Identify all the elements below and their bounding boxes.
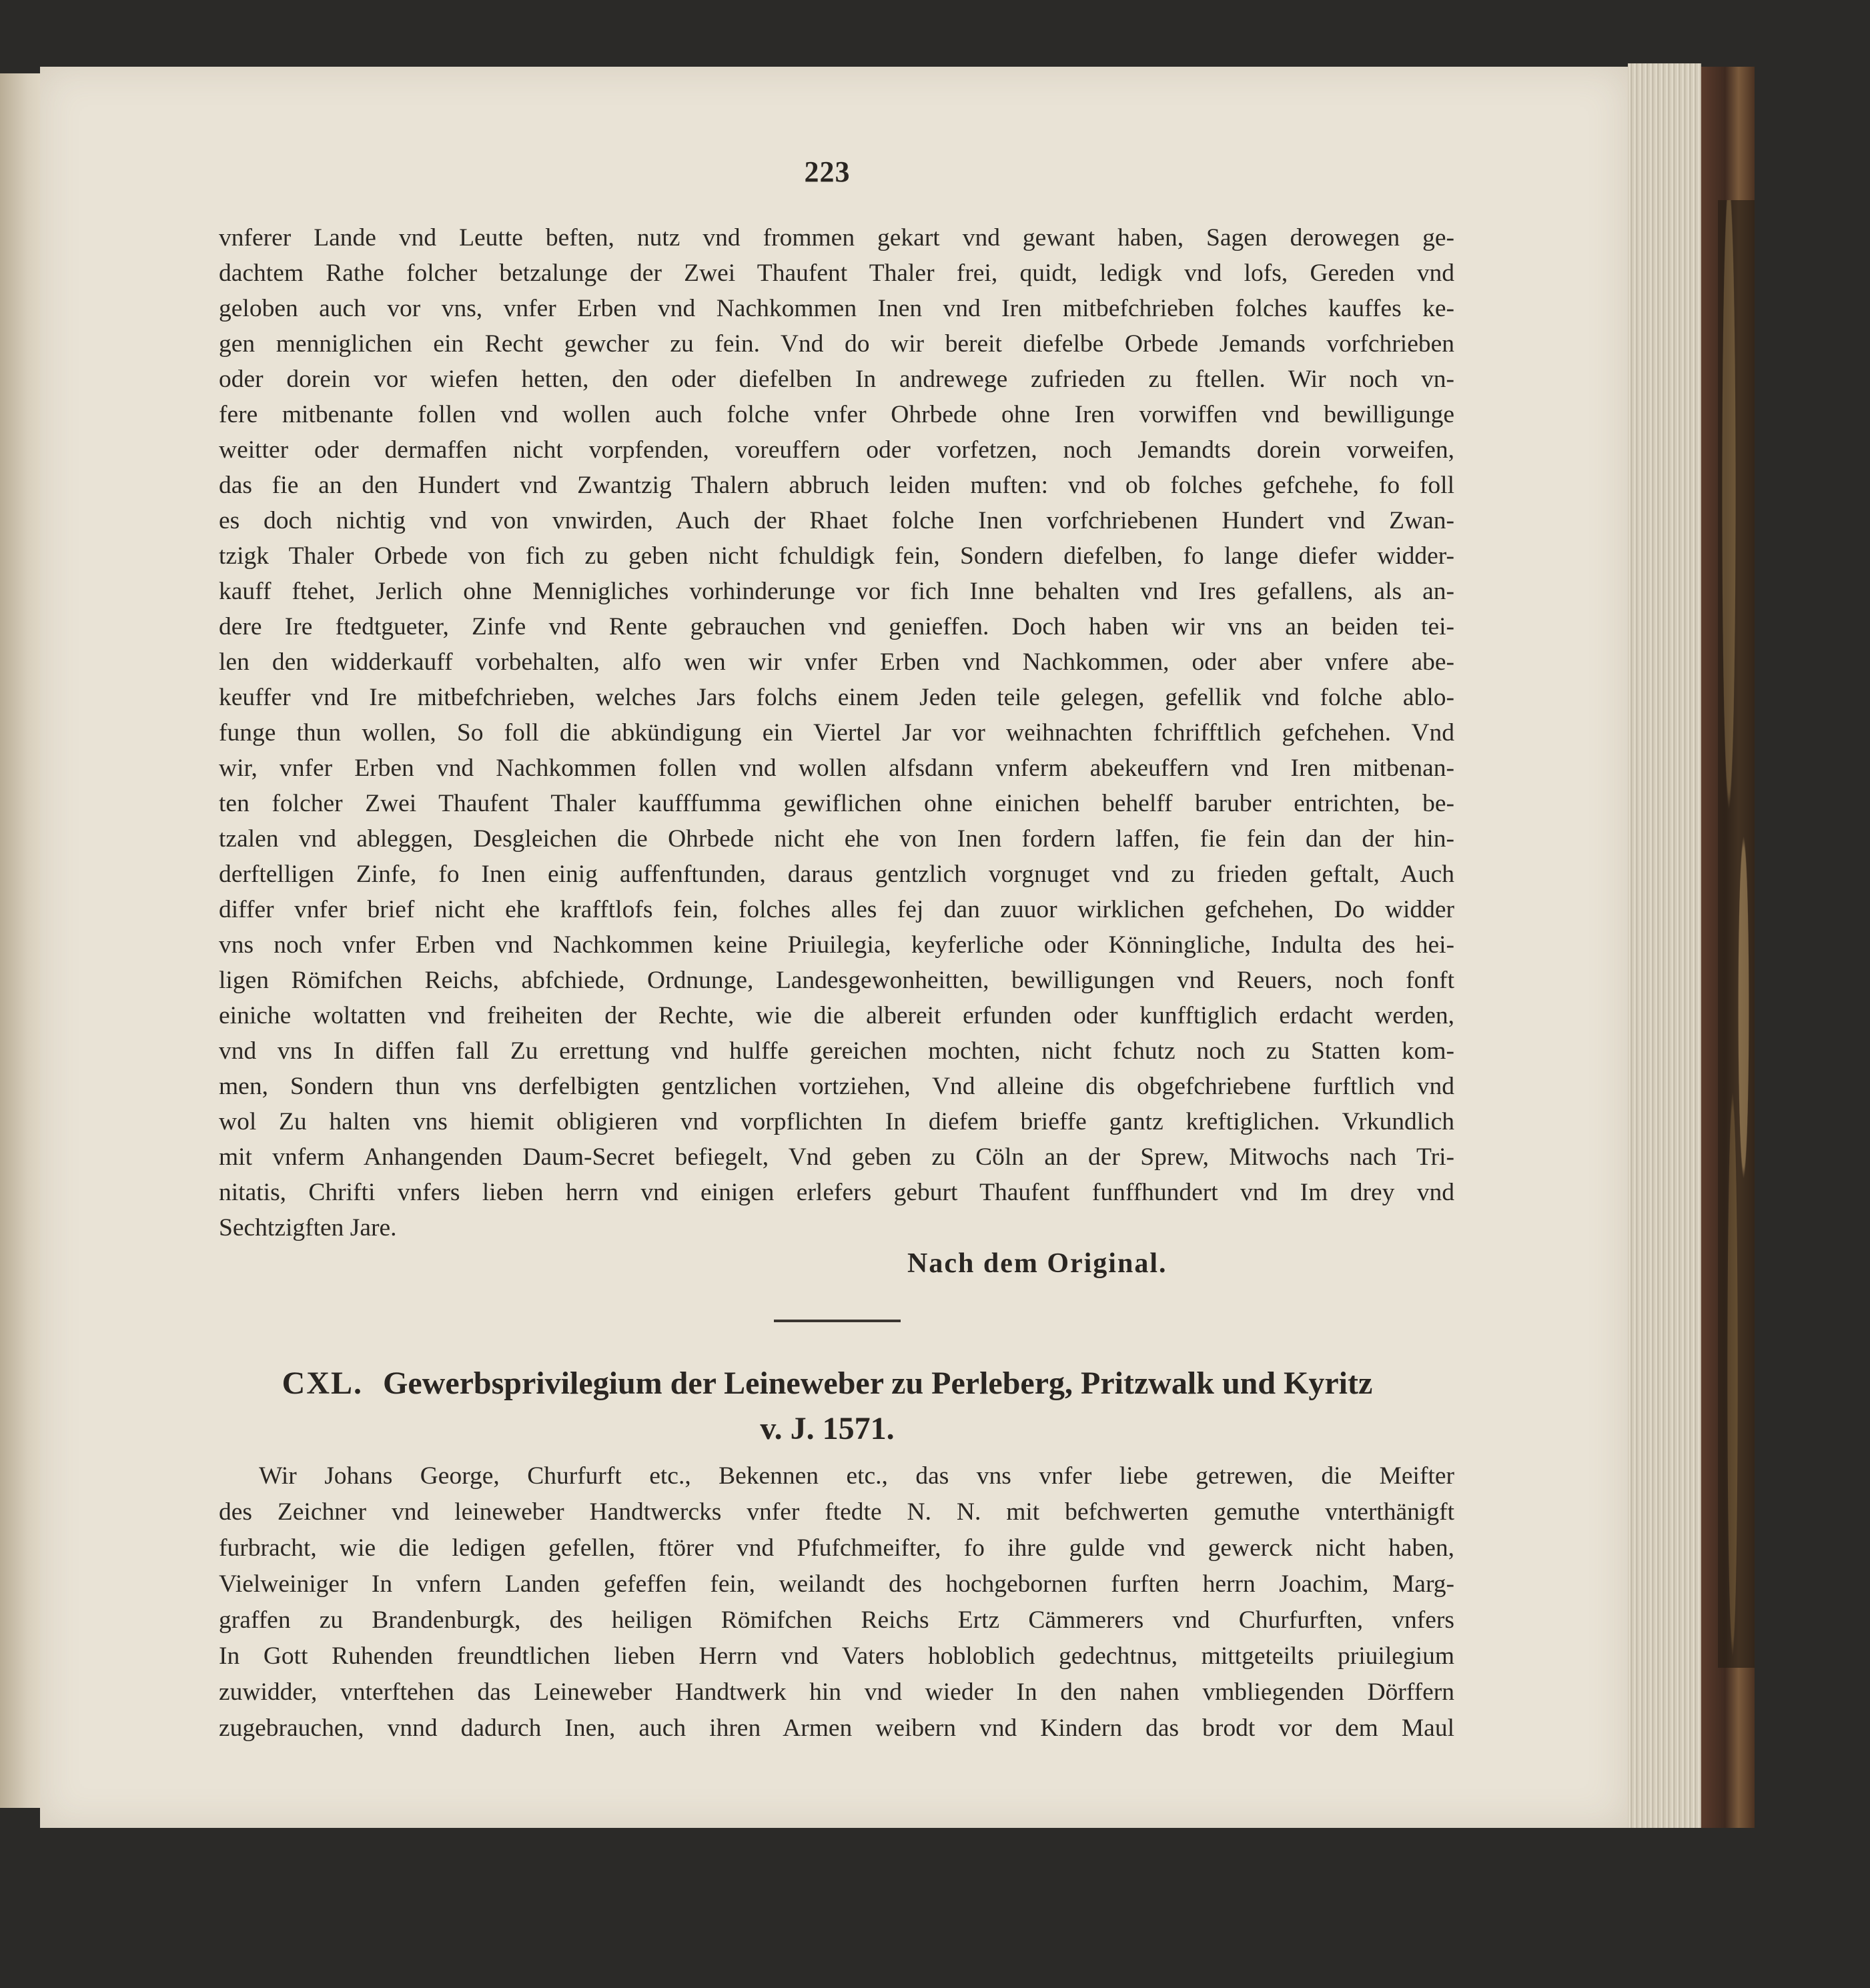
text-line: keuffer vnd Ire mitbefchrieben, welches Jars folchs einem Jeden teile gelegen, gefellik vnd folche ablo- xyxy=(219,684,1454,711)
text-line: derftelligen Zinfe, fo Inen einig auffenftunden, daraus gentzlich vorgnuget vnd zu frieden geftalt, Auch xyxy=(219,861,1454,888)
text-line: dere Ire ftedtgueter, Zinfe vnd Rente gebrauchen vnd genieffen. Doch haben wir vns an beiden tei- xyxy=(219,613,1454,640)
section-number: CXL. xyxy=(282,1366,364,1401)
text-line: men, Sondern thun vns derfelbigten gentzlichen vortziehen, Vnd alleine dis obgefchriebene furftlich vnd xyxy=(219,1073,1454,1100)
text-line: das fie an den Hundert vnd Zwantzig Thalern abbruch leiden muften: vnd ob folches gefchehe, fo foll xyxy=(219,472,1454,499)
text-line: oder dorein vor wiefen hetten, den oder diefelben In andrewege zufrieden zu ftellen. Wir noch vn- xyxy=(219,366,1454,393)
text-line: vnferer Lande vnd Leutte beften, nutz vnd frommen gekart vnd gewant haben, Sagen derowegen ge- xyxy=(219,224,1454,252)
text-line: einiche woltatten vnd freiheiten der Rechte, wie die albereit erfunden oder kunfftiglich erdacht werden, xyxy=(219,1002,1454,1029)
text-line: tzigk Thaler Orbede von fich zu geben nicht fchuldigk fein, Sondern diefelben, fo lange diefer widder- xyxy=(219,542,1454,570)
page-block-edge xyxy=(1628,63,1701,1831)
text-line: kauff ftehet, Jerlich ohne Mennigliches vorhinderunge vor fich Inne behalten vnd Ires gefallens, als an- xyxy=(219,578,1454,605)
text-line: mit vnferm Anhangenden Daum-Secret befiegelt, Vnd geben zu Cöln an der Sprew, Mitwochs nach Tri- xyxy=(219,1143,1454,1171)
text-line: Vielweiniger In vnfern Landen gefeffen fein, weilandt des hochgebornen furften herrn Joachim, Marg- xyxy=(219,1570,1454,1598)
section-heading xyxy=(200,1361,1454,1452)
text-line: Wir Johans George, Churfurft etc., Bekennen etc., das vns vnfer liebe getrewen, die Meifter xyxy=(259,1462,1454,1490)
source-note: Nach dem Original. xyxy=(907,1248,1167,1279)
text-line: differ vnfer brief nicht ehe krafftlofs fein, folches alles fej dan zuuor wirklichen gefchehen, Do widder xyxy=(219,896,1454,923)
text-line: fere mitbenante follen vnd wollen auch folche vnfer Ohrbede ohne Iren vorwiffen vnd bewilligunge xyxy=(219,401,1454,428)
document-body-section xyxy=(219,1458,1454,1747)
text-line: zuwidder, vnterftehen das Leineweber Handtwerk hin vnd wieder In den nahen vmbliegenden Dörffern xyxy=(219,1678,1454,1706)
text-line: es doch nichtig vnd von vnwirden, Auch der Rhaet folche Inen vorfchriebenen Hundert vnd Zwan- xyxy=(219,507,1454,534)
text-line: dachtem Rathe folcher betzalunge der Zwei Thaufent Thaler frei, quidt, ledigk vnd lofs, Gereden vnd xyxy=(219,260,1454,287)
text-line: zugebrauchen, vnnd dadurch Inen, auch ihren Armen weibern vnd Kindern das brodt vor dem Maul xyxy=(219,1714,1454,1742)
text-line: tzalen vnd ableggen, Desgleichen die Ohrbede nicht ehe von Inen fordern laffen, fie fein dan der hin- xyxy=(219,825,1454,853)
text-line: ligen Römifchen Reichs, abfchiede, Ordnunge, Landesgewonheitten, bewilligungen vnd Reuers, noch fonft xyxy=(219,967,1454,994)
text-line: len den widderkauff vorbehalten, alfo wen wir vnfer Erben vnd Nachkommen, oder aber vnfere abe- xyxy=(219,648,1454,676)
document-body xyxy=(219,220,1454,1246)
text-line: furbracht, wie die ledigen gefellen, ftörer vnd Pfufchmeifter, fo ihre gulde vnd gewerck nicht haben, xyxy=(219,1534,1454,1562)
text-line: funge thun wollen, So foll die abkündigung ein Viertel Jar vor weihnachten fchrifftlich gefchehen. Vnd xyxy=(219,719,1454,747)
text-line: gen menniglichen ein Recht gewcher zu fein. Vnd do wir bereit diefelbe Orbede Jemands vorfchrieben xyxy=(219,330,1454,358)
background-shadow xyxy=(0,1828,1870,1988)
text-line: wir, vnfer Erben vnd Nachkommen follen vnd wollen alfsdann vnferm abekeuffern vnd Iren mitbenan- xyxy=(219,755,1454,782)
text-line: vnd vns In diffen fall Zu errettung vnd hulffe gereichen mochten, nicht fchutz noch zu Statten kom- xyxy=(219,1037,1454,1065)
page-number: 223 xyxy=(804,155,851,188)
text-line: Sechtzigften Jare. xyxy=(219,1214,397,1241)
text-line: nitatis, Chrifti vnfers lieben herrn vnd einigen erlefers geburt Thaufent funffhundert vnd Im drey vnd xyxy=(219,1179,1454,1206)
text-line: wol Zu halten vns hiemit obligieren vnd vorpflichten In diefem brieffe gantz kreftiglichen. Vrkundlich xyxy=(219,1108,1454,1135)
text-line: des Zeichner vnd leineweber Handtwercks vnfer ftedte N. N. mit befchwerten gemuthe vnterthänigft xyxy=(219,1498,1454,1526)
section-date: v. J. 1571. xyxy=(760,1411,895,1446)
section-divider xyxy=(774,1320,901,1322)
text-line: In Gott Ruhenden freundtlichen lieben Herrn vnd Vaters hobloblich gedechtnus, mittgeteilts priuilegium xyxy=(219,1642,1454,1670)
text-line: graffen zu Brandenburgk, des heiligen Römifchen Reichs Ertz Cämmerers vnd Churfurften, vnfers xyxy=(219,1606,1454,1634)
text-line: weitter oder dermaffen nicht vorpfenden, voreuffern oder vorfetzen, noch Jemandts dorein vorweifen, xyxy=(219,436,1454,464)
text-line: geloben auch vor vns, vnfer Erben vnd Nachkommen Inen vnd Iren mitbefchrieben folches kauffes ke- xyxy=(219,295,1454,322)
text-line: ten folcher Zwei Thaufent Thaler kaufffumma gewiflichen ohne einichen behelff baruber entrichten, be- xyxy=(219,790,1454,817)
text-line: vns noch vnfer Erben vnd Nachkommen keine Priuilegia, keyferliche oder Könningliche, Indulta des hei- xyxy=(219,931,1454,959)
marbled-cover xyxy=(1718,200,1755,1668)
section-title: Gewerbsprivilegium der Leineweber zu Perleberg, Pritzwalk und Kyritz xyxy=(383,1366,1373,1401)
